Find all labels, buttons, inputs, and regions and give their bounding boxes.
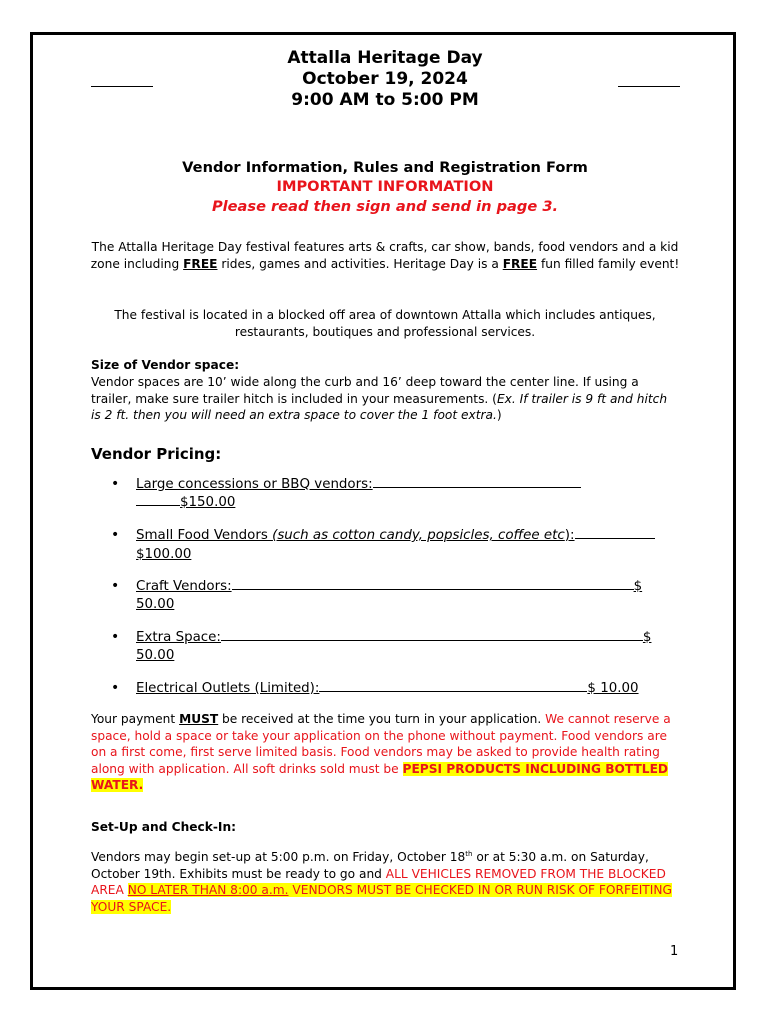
setup-paragraph: Vendors may begin set-up at 5:00 p.m. on Friday, October 18th or at 5:30 a.m. on Saturday, October 19th. Exhibits must be ready to go and ALL VEHICLES REMOVED FROM THE BLOCKED AREA NO LATER THAN 8:00 a.m. VENDORS MUST BE CHECKED IN OR RUN RISK OF FORFEITING YOUR SPACE. [91,850,672,914]
instruction-text: Please read then sign and send in page 3. [211,198,559,215]
event-date: October 19, 2024 [302,69,468,89]
page-number: 1 [670,944,679,959]
deadline-notice: NO LATER THAN 8:00 a.m. [127,883,289,898]
pepsi-notice: PEPSI PRODUCTS INCLUDING BOTTLED WATER. [91,761,669,792]
intro-paragraph: The Attalla Heritage Day festival features arts & crafts, car show, bands, food vendors and a kid zone including FREE rides, games and activities. Heritage Day is a FREE fun filled family event! [90,240,680,271]
pricing-heading: Vendor Pricing: [91,445,222,463]
important-heading: IMPORTANT INFORMATION [276,178,494,195]
free-emphasis: FREE [502,256,538,271]
checkin-warning: VENDORS MUST BE CHECKED IN OR RUN RISK OF FORFEITING YOUR SPACE. [91,883,672,914]
price-item-small-food: Small Food Vendors (such as cotton candy, popsicles, coffee etc): [136,527,696,545]
price-extra-space: 50.00 [136,648,175,663]
must-emphasis: MUST [179,712,219,726]
bullet: • [111,629,120,645]
event-name: Attalla Heritage Day [287,48,483,68]
price-large-concessions: $150.00 [136,494,235,512]
price-small-food: $100.00 [136,547,192,562]
bullet: • [111,527,120,543]
form-title: Vendor Information, Rules and Registration Form [182,159,588,176]
setup-heading: Set-Up and Check-In: [91,820,237,834]
event-time: 9:00 AM to 5:00 PM [291,90,479,110]
price-craft: 50.00 [136,597,175,612]
bullet: • [111,578,120,594]
bullet: • [111,680,120,696]
price-item-craft: Craft Vendors: $ [136,579,643,594]
price-item-electrical: Electrical Outlets (Limited): $ 10.00 [136,681,639,696]
payment-paragraph: Your payment MUST be received at the time you turn in your application. We cannot reserve a space, hold a space or take your application on the phone without payment. Food vendors are on a first come, first serve limited basis. Food vendors may be asked to provide health rating along with application. All soft drinks sold must be PEPSI PRODUCTS INCLUDING BOTTLED WATER. [91,712,671,792]
free-emphasis: FREE [183,256,218,271]
space-paragraph: Vendor spaces are 10’ wide along the curb and 16’ deep toward the center line. If using a trailer, make sure trailer hitch is included in your measurements. (Ex. If trailer is 9 ft and hitch is 2 ft. then you will need an extra space to cover the 1 foot extra.) [91,375,668,422]
space-heading: Size of Vendor space: [91,358,240,372]
price-item-extra-space: Extra Space: $ [136,630,652,645]
location-paragraph: The festival is located in a blocked off area of downtown Attalla which includes antiques, restaurants, boutiques and professional services. [114,308,656,339]
bullet: • [111,476,120,492]
price-item-large-concessions: Large concessions or BBQ vendors: [136,476,596,494]
